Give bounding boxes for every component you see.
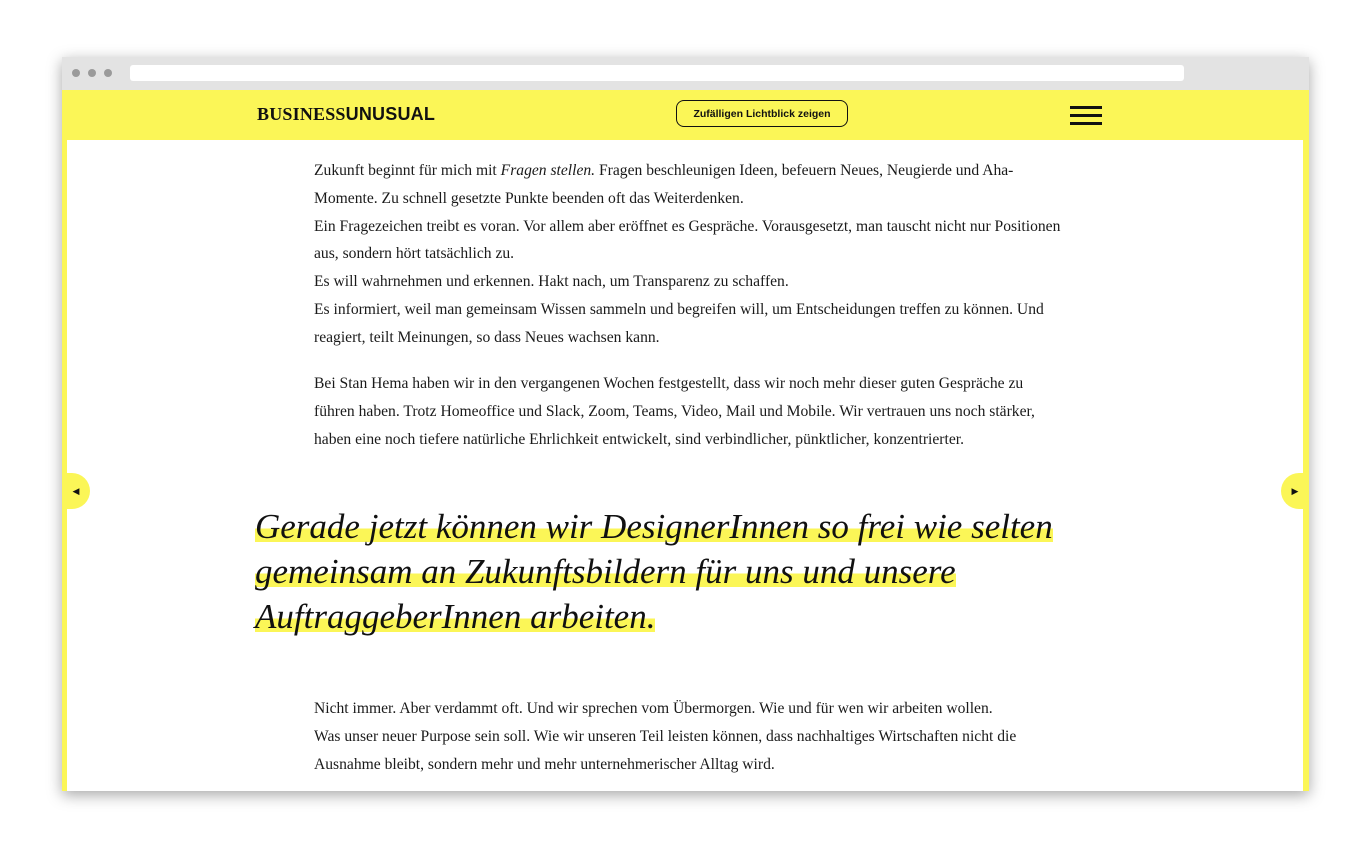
browser-chrome <box>62 57 1309 90</box>
intro-text-after: Fragen beschleunigen Ideen, befeuern Neues, Neugierde und Aha-Momente. Zu schnell gesetzte Punkte beenden oft das Weiterdenken. <box>314 162 1014 207</box>
third-paragraph <box>314 695 1064 778</box>
third-paragraph-line-2: Was unser neuer Purpose sein soll. Wie wir unseren Teil leisten können, dass nachhaltiges Wirtschaften nicht die Ausnahme bleibt, sondern mehr und mehr unternehmerischer Alltag wird. <box>314 727 1017 773</box>
menu-bar-bottom <box>1070 122 1102 125</box>
browser-window <box>62 57 1309 791</box>
address-bar[interactable] <box>130 65 1184 81</box>
window-dot-minimize[interactable] <box>88 69 96 77</box>
second-paragraph-text: Bei Stan Hema haben wir in den vergangenen Wochen festgestellt, dass wir noch mehr dieser guten Gespräche zu führen haben. Trotz Homeoffice und Slack, Zoom, Teams, Video, Mail und Mobile. Wir vertrauen uns noch stärker, haben eine noch tiefere natürliche Ehrlichkeit entwickelt, sind verbindlicher, pünktlicher, konzentrierter. <box>314 375 1035 448</box>
menu-bar-middle <box>1070 114 1102 117</box>
caret-left-icon[interactable]: ◀ <box>62 473 90 509</box>
intro-line <box>314 157 1064 213</box>
logo-part-unusual: UNUSUAL <box>345 104 436 124</box>
third-paragraph-line-1: Nicht immer. Aber verdammt oft. Und wir sprechen vom Übermorgen. Wie und für wen wir arbeiten wollen. <box>314 700 993 717</box>
menu-bar-top <box>1070 106 1102 109</box>
pull-quote-text: Gerade jetzt können wir DesignerInnen so frei wie selten gemeinsam an Zukunftsbildern für uns und unsere AuftraggeberInnen arbeiten. <box>255 507 1053 636</box>
intro-paragraph <box>314 157 1064 352</box>
pull-quote <box>255 504 1085 639</box>
intro-emphasis: Fragen stellen. <box>500 162 596 179</box>
site-header <box>62 90 1309 140</box>
intro-text-before: Zukunft beginnt für mich mit <box>314 162 501 179</box>
site-logo[interactable] <box>257 104 435 125</box>
article-content <box>67 140 1303 791</box>
page-viewport <box>62 90 1309 791</box>
random-lichtblick-button[interactable]: Zufälligen Lichtblick zeigen <box>676 100 848 127</box>
window-dot-maximize[interactable] <box>104 69 112 77</box>
window-dot-close[interactable] <box>72 69 80 77</box>
logo-part-business: BUSINESS <box>257 104 346 124</box>
intro-line-3: Es will wahrnehmen und erkennen. Hakt nach, um Transparenz zu schaffen. <box>314 273 789 291</box>
second-paragraph <box>314 370 1064 453</box>
caret-right-icon[interactable]: ▶ <box>1281 473 1309 509</box>
intro-line-4: Es informiert, weil man gemeinsam Wissen sammeln und begreifen will, um Entscheidungen treffen zu können. Und reagiert, teilt Meinungen, so dass Neues wachsen kann. <box>314 300 1044 346</box>
intro-line-2: Ein Fragezeichen treibt es voran. Vor allem aber eröffnet es Gespräche. Vorausgesetzt, man tauscht nicht nur Positionen aus, sondern hört tatsächlich zu. <box>314 217 1061 263</box>
hamburger-icon[interactable] <box>1070 106 1102 126</box>
